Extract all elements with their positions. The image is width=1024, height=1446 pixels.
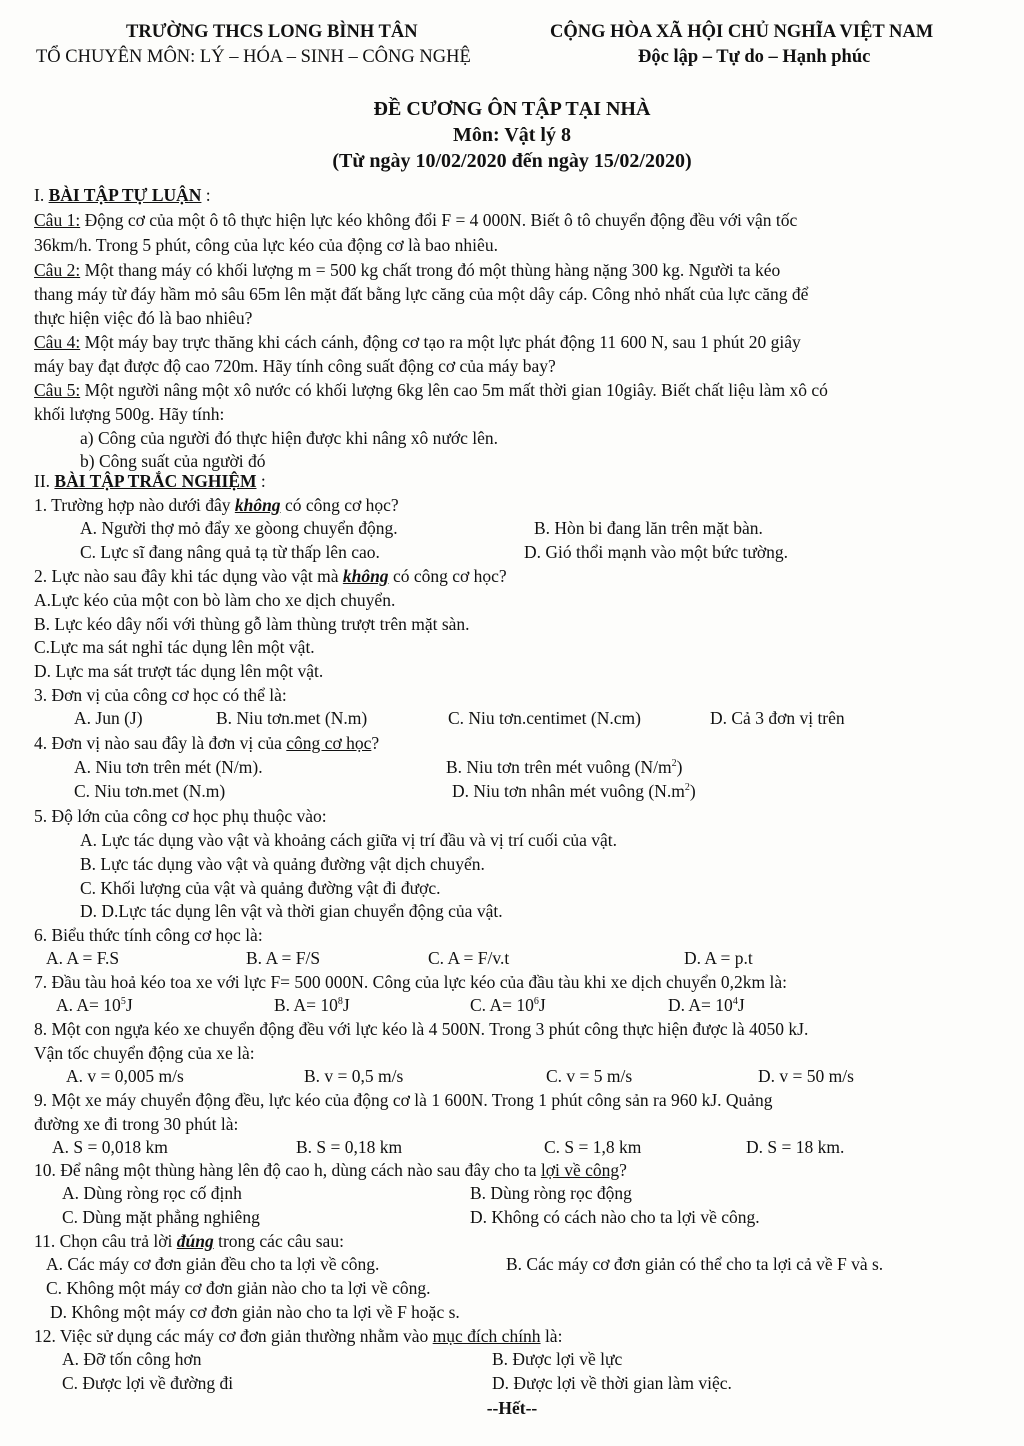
mc-q11 [34,1231,344,1251]
mc-q4-option-d-exponent: 2 [684,782,690,794]
essay-q5-part-a: a) Công của người đó thực hiện được khi nâng xô nước lên. [80,428,499,448]
essay-q4-line2: máy bay đạt được độ cao 720m. Hãy tính công suất động cơ của máy bay? [34,356,556,376]
mc-q4-emphasis: công cơ học [286,733,372,753]
mc-q7-option-a-exponent: 5 [120,996,126,1008]
mc-q7-option-c-base: C. A= 10 [470,995,534,1015]
mc-q3-option-a: A. Jun (J) [74,708,143,728]
mc-q10-text: 10. Để nâng một thùng hàng lên độ cao h, dùng cách nào sau đây cho ta [34,1160,541,1180]
mc-q7-option-b [274,995,350,1015]
mc-q1-option-c: C. Lực sĩ đang nâng quả tạ từ thấp lên cao. [80,542,380,562]
mc-q10-option-a: A. Dùng ròng rọc cố định [62,1183,242,1203]
mc-q10-emphasis: lợi về công [540,1160,620,1180]
mc-q4-option-b-text: B. Niu tơn trên mét vuông (N/m [446,757,672,777]
mc-q6-option-a: A. A = F.S [46,948,120,968]
date-range: (Từ ngày 10/02/2020 đến ngày 15/02/2020) [332,150,692,172]
mc-q7-option-d-exponent: 4 [732,996,738,1008]
mc-q12-option-d: D. Được lợi về thời gian làm việc. [492,1373,732,1393]
essay-q1-line2: 36km/h. Trong 5 phút, công của lực kéo của động cơ là bao nhiêu. [34,235,498,255]
department-name: TỔ CHUYÊN MÔN: LÝ – HÓA – SINH – CÔNG NGHỆ [36,47,471,67]
mc-q3-option-c: C. Niu tơn.centimet (N.cm) [448,708,641,728]
mc-q8-option-a: A. v = 0,005 m/s [66,1066,184,1086]
mc-q4-text: 4. Đơn vị nào sau đây là đơn vị của [34,733,287,753]
mc-q2-option-c: C.Lực ma sát nghỉ tác dụng lên một vật. [34,637,315,657]
mc-q1 [34,495,399,515]
nation-name: CỘNG HÒA XÃ HỘI CHỦ NGHĨA VIỆT NAM [550,22,934,42]
mc-q8-option-d: D. v = 50 m/s [758,1066,854,1086]
essay-q2-line1 [34,260,780,280]
mc-q7: 7. Đầu tàu hoả kéo toa xe với lực F= 500 000N. Công của lực kéo của đầu tàu khi xe dịch chuyển 0,2km là: [34,972,787,992]
mc-q7-option-d-base: D. A= 10 [668,995,733,1015]
mc-q4 [34,733,379,753]
mc-q7-option-b-exponent: 8 [337,996,343,1008]
section2-heading [34,471,266,491]
mc-q12-option-b: B. Được lợi về lực [492,1349,623,1369]
mc-q12-option-a: A. Đỡ tốn công hơn [62,1349,202,1369]
mc-q7-option-c-exponent: 6 [533,996,539,1008]
mc-q2-option-d: D. Lực ma sát trượt tác dụng lên một vật. [34,661,324,681]
mc-q12-emphasis: mục đích chính [432,1326,541,1346]
essay-q5-label: Câu 5: [34,380,81,400]
section1-prefix: I. [34,185,45,205]
mc-q10 [34,1160,627,1180]
essay-q2-text: Một thang máy có khối lượng m = 500 kg chất trong đó một thùng hàng nặng 300 kg. Người ta kéo [80,260,781,280]
mc-q4-option-d-paren: ) [689,781,696,801]
mc-q4-option-b-paren: ) [676,757,683,777]
mc-q9-line2: đường xe đi trong 30 phút là: [34,1114,239,1134]
mc-q9-option-c: C. S = 1,8 km [544,1137,642,1157]
mc-q1-text: 1. Trường hợp nào dưới đây [34,495,235,515]
mc-q6-option-d: D. A = p.t [684,948,753,968]
section1-suffix: : [201,185,211,205]
mc-q9-option-a: A. S = 0,018 km [52,1137,168,1157]
mc-q7-option-a-base: A. A= 10 [56,995,121,1015]
mc-q7-option-d-unit: J [737,995,745,1015]
mc-q5-option-b: B. Lực tác dụng vào vật và quảng đường vật dịch chuyển. [80,854,485,874]
mc-q4-option-d-text: D. Niu tơn nhân mét vuông (N.m [452,781,685,801]
mc-q2-option-a: A.Lực kéo của một con bò làm cho xe dịch chuyển. [34,590,396,610]
mc-q9-option-b: B. S = 0,18 km [296,1137,403,1157]
essay-q5-part-b: b) Công suất của người đó [80,451,266,471]
section2-suffix: : [256,471,266,491]
mc-q3-option-b: B. Niu tơn.met (N.m) [216,708,368,728]
mc-q6-option-c: C. A = F/v.t [428,948,510,968]
mc-q4-option-d [452,781,696,801]
mc-q7-option-c [470,995,546,1015]
mc-q2-emphasis: không [342,566,389,586]
school-name: TRƯỜNG THCS LONG BÌNH TÂN [126,22,418,42]
mc-q5-option-d: D. D.Lực tác dụng lên vật và thời gian chuyển động của vật. [80,901,503,921]
essay-q1-line1 [34,210,797,230]
mc-q12-text-end: là: [540,1326,563,1346]
mc-q3-option-d: D. Cả 3 đơn vị trên [710,708,845,728]
mc-q2-text-end: có công cơ học? [388,566,507,586]
mc-q4-option-c: C. Niu tơn.met (N.m) [74,781,226,801]
essay-q5-line1 [34,380,828,400]
mc-q1-option-a: A. Người thợ mỏ đẩy xe gòong chuyển động. [80,518,398,538]
essay-q4-line1 [34,332,801,352]
essay-q2-label: Câu 2: [34,260,81,280]
mc-q5-option-c: C. Khối lượng của vật và quảng đường vật đi được. [80,878,441,898]
essay-q4-text: Một máy bay trực thăng khi cách cánh, động cơ tạo ra một lực phát động 11 600 N, sau 1 phút 20 giây [80,332,801,352]
mc-q11-option-c: C. Không một máy cơ đơn giản nào cho ta lợi về công. [46,1278,431,1298]
mc-q11-text-end: trong các câu sau: [213,1231,344,1251]
mc-q8-option-b: B. v = 0,5 m/s [304,1066,404,1086]
section1-heading [34,185,211,205]
mc-q11-text: 11. Chọn câu trả lời [34,1231,177,1251]
essay-q1-label: Câu 1: [34,210,81,230]
essay-q2-line2: thang máy từ đáy hầm mỏ sâu 65m lên mặt đất bằng lực căng của một dây cáp. Công nhỏ nhất của lực căng để [34,284,809,304]
mc-q5: 5. Độ lớn của công cơ học phụ thuộc vào: [34,806,327,826]
mc-q1-option-b: B. Hòn bi đang lăn trên mặt bàn. [534,518,763,538]
section1-title: BÀI TẬP TỰ LUẬN [48,185,202,205]
mc-q4-option-a: A. Niu tơn trên mét (N/m). [74,757,263,777]
mc-q10-option-d: D. Không có cách nào cho ta lợi về công. [470,1207,760,1227]
mc-q7-option-b-unit: J [342,995,350,1015]
mc-q7-option-a [56,995,133,1015]
mc-q12-option-c: C. Được lợi về đường đi [62,1373,234,1393]
section2-title: BÀI TẬP TRẮC NGHIỆM [54,471,257,491]
mc-q8-line1: 8. Một con ngựa kéo xe chuyển động đều với lực kéo là 4 500N. Trong 3 phút công thực hiện được là 4050 kJ. [34,1019,809,1039]
mc-q12-text: 12. Việc sử dụng các máy cơ đơn giản thường nhằm vào [34,1326,433,1346]
mc-q9-option-d: D. S = 18 km. [746,1137,845,1157]
essay-q2-line3: thực hiện việc đó là bao nhiêu? [34,308,253,328]
mc-q2-option-b: B. Lực kéo dây nối với thùng gỗ làm thùng trượt trên mặt sàn. [34,614,470,634]
essay-q1-text: Động cơ của một ô tô thực hiện lực kéo không đổi F = 4 000N. Biết ô tô chuyển động đều với vận tốc [80,210,798,230]
mc-q11-option-d: D. Không một máy cơ đơn giản nào cho ta lợi về F hoặc s. [50,1302,460,1322]
mc-q2-text: 2. Lực nào sau đây khi tác dụng vào vật mà [34,566,343,586]
mc-q1-emphasis: không [234,495,281,515]
mc-q10-option-b: B. Dùng ròng rọc động [470,1183,632,1203]
mc-q9-line1: 9. Một xe máy chuyển động đều, lực kéo của động cơ là 1 600N. Trong 1 phút công sản ra 960 kJ. Quảng [34,1090,773,1110]
mc-q3: 3. Đơn vị của công cơ học có thể là: [34,685,287,705]
mc-q7-option-a-unit: J [125,995,133,1015]
mc-q4-option-b [446,757,682,777]
motto: Độc lập – Tự do – Hạnh phúc [638,47,871,67]
mc-q6-option-b: B. A = F/S [246,948,321,968]
section2-prefix: II. [34,471,51,491]
mc-q11-option-b: B. Các máy cơ đơn giản có thể cho ta lợi cả về F và s. [506,1254,884,1274]
mc-q11-option-a: A. Các máy cơ đơn giản đều cho ta lợi về công. [46,1254,380,1274]
mc-q8-line2: Vận tốc chuyển động của xe là: [34,1043,255,1063]
end-marker: --Hết-- [486,1398,538,1418]
mc-q10-text-end: ? [619,1160,627,1180]
mc-q4-option-b-exponent: 2 [671,758,677,770]
mc-q2 [34,566,507,586]
subject-line: Môn: Vật lý 8 [453,124,571,146]
mc-q11-emphasis: đúng [176,1231,214,1251]
mc-q5-option-a: A. Lực tác dụng vào vật và khoảng cách giữa vị trí đầu và vị trí cuối của vật. [80,830,617,850]
mc-q6: 6. Biểu thức tính công cơ học là: [34,925,263,945]
document-title: ĐỀ CƯƠNG ÔN TẬP TẠI NHÀ [373,98,651,120]
essay-q5-line2: khối lượng 500g. Hãy tính: [34,404,225,424]
mc-q7-option-b-base: B. A= 10 [274,995,338,1015]
mc-q7-option-c-unit: J [538,995,546,1015]
mc-q8-option-c: C. v = 5 m/s [546,1066,633,1086]
essay-q4-label: Câu 4: [34,332,81,352]
mc-q4-text-end: ? [371,733,380,753]
mc-q7-option-d [668,995,745,1015]
essay-q5-text: Một người nâng một xô nước có khối lượng 6kg lên cao 5m mất thời gian 10giây. Biết chất liệu làm xô có [80,380,828,400]
mc-q10-option-c: C. Dùng mặt phẳng nghiêng [62,1207,260,1227]
mc-q1-text-end: có công cơ học? [280,495,399,515]
mc-q12 [34,1326,562,1346]
mc-q1-option-d: D. Gió thổi mạnh vào một bức tường. [524,542,788,562]
